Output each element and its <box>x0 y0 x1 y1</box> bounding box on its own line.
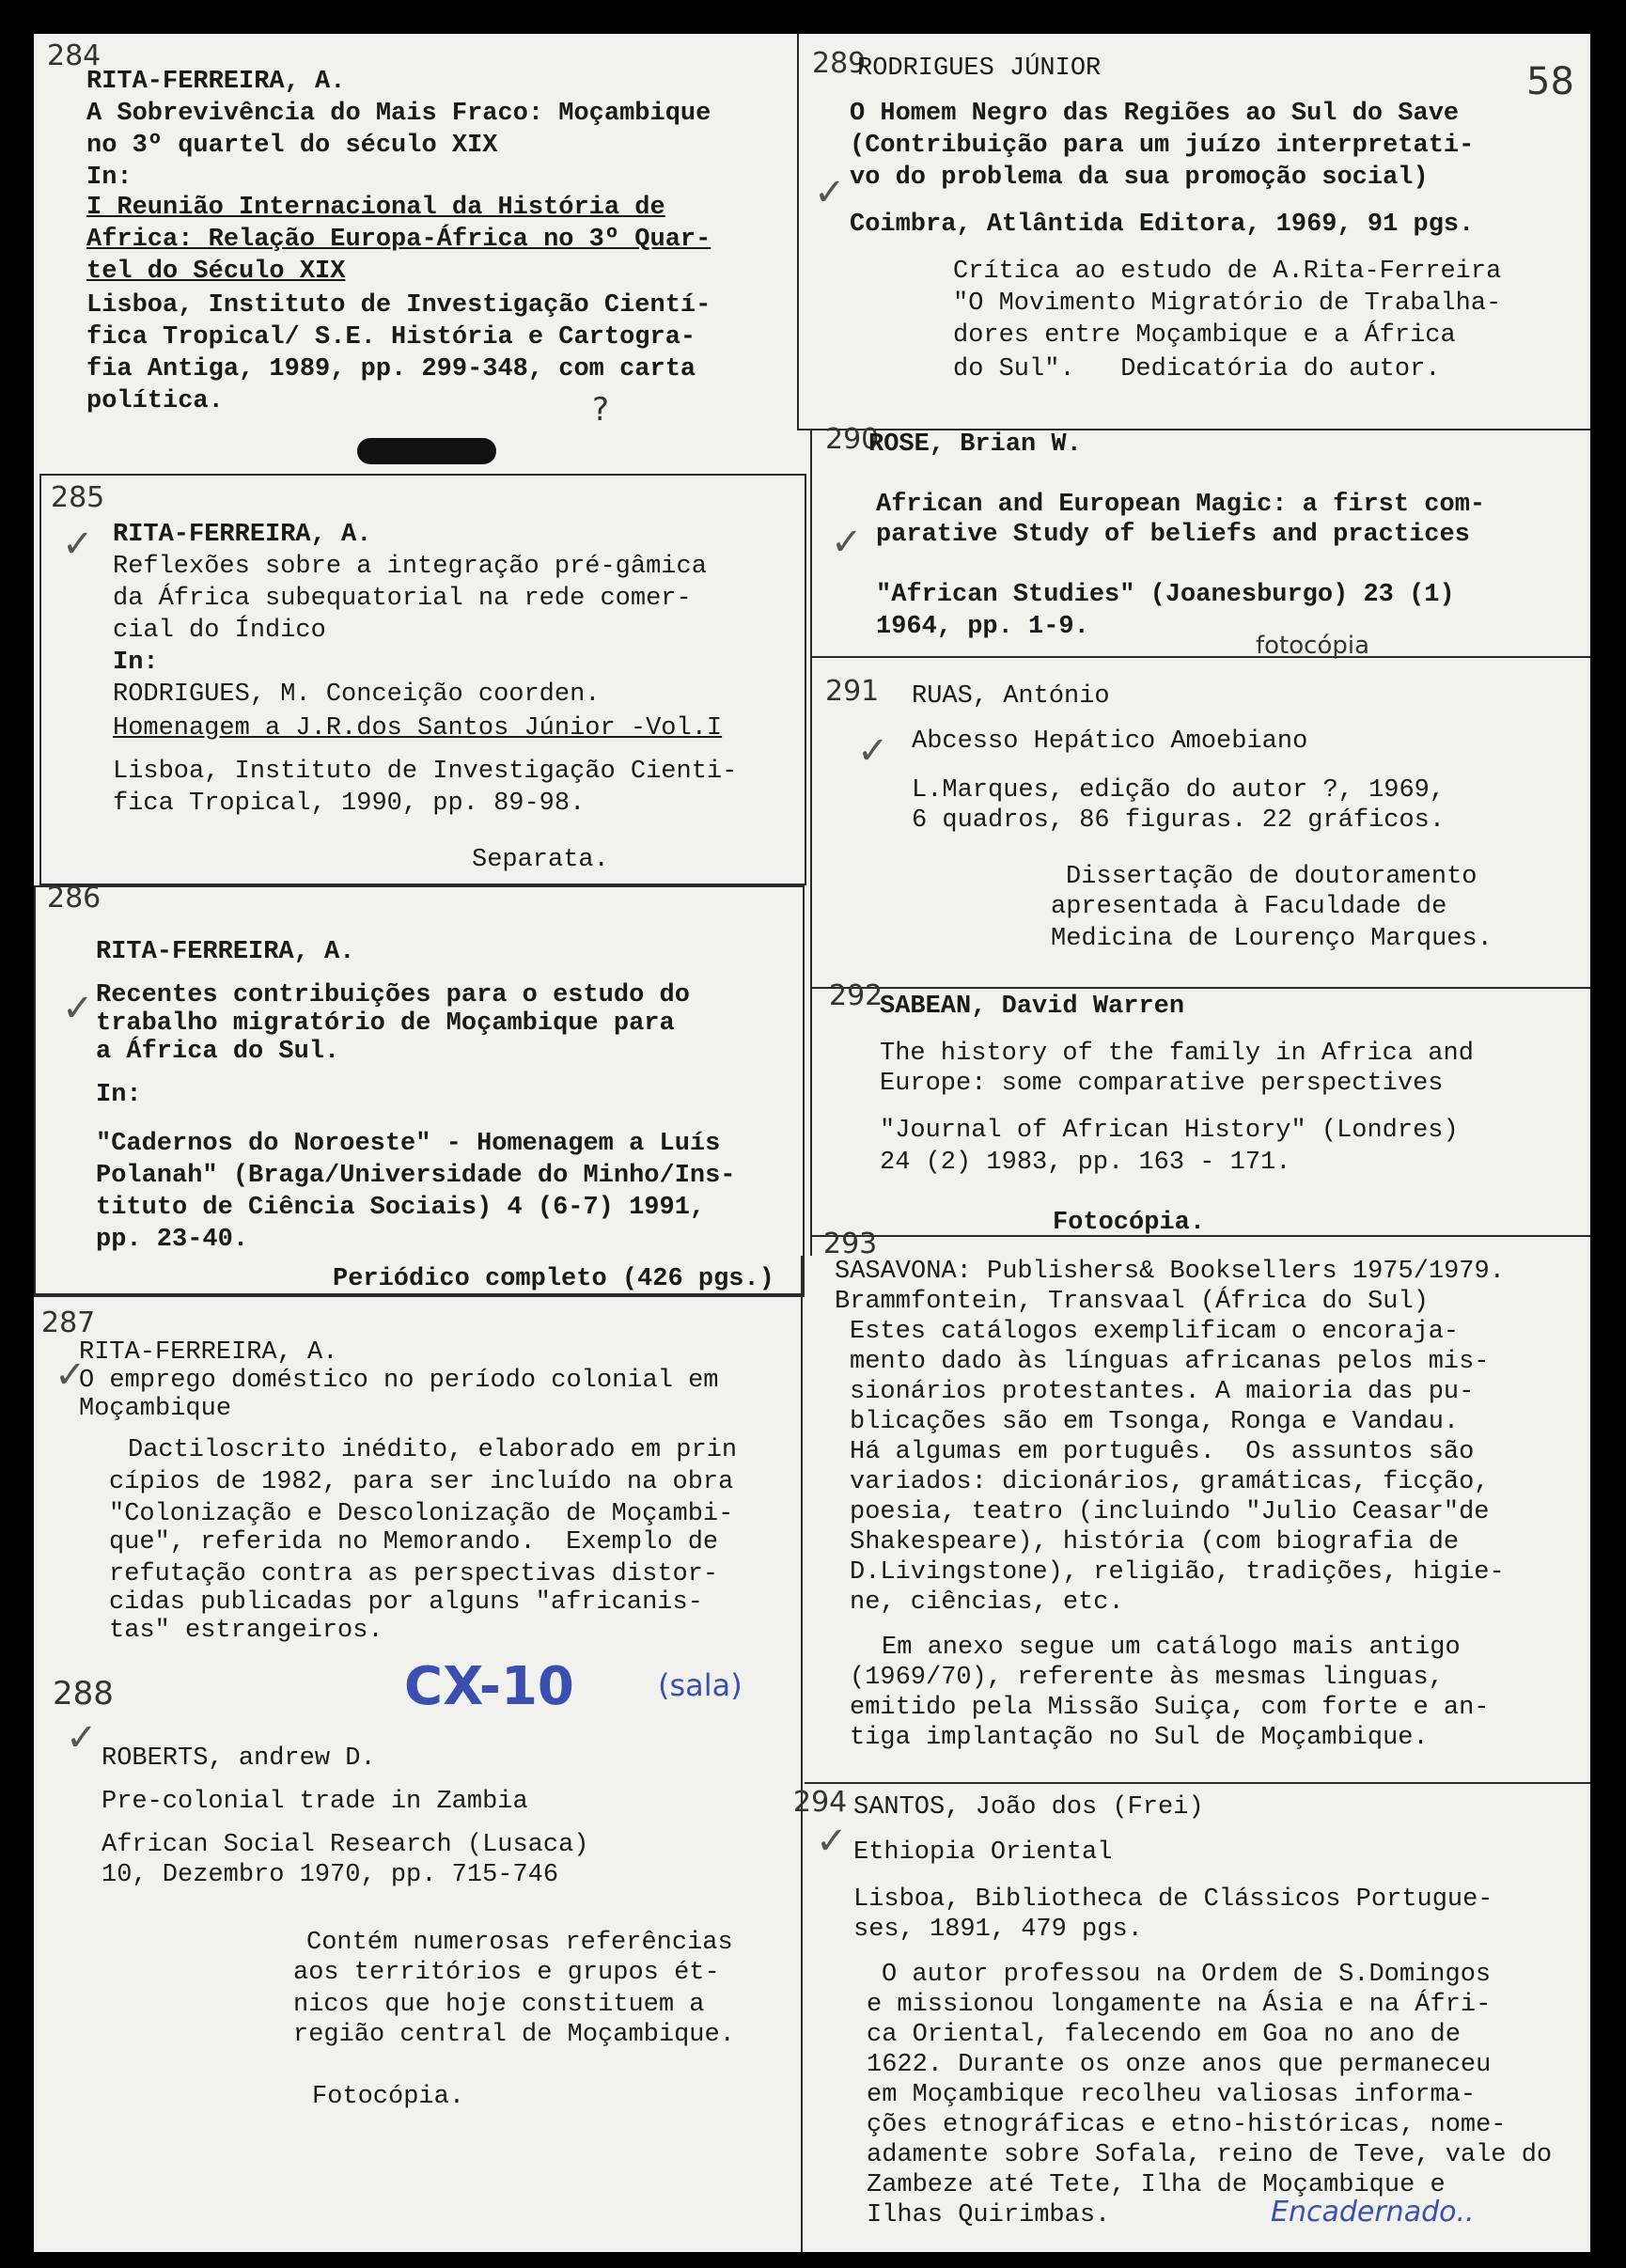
entry-imprint: fica Tropical/ S.E. História e Cartogra- <box>86 323 696 352</box>
entry-body: Crítica ao estudo de A.Rita-Ferreira <box>953 258 1502 286</box>
checkmark-icon: ✓ <box>62 523 94 566</box>
catalog-sheet <box>34 34 1590 2252</box>
entry-body: cidas publicadas por alguns "africanis- <box>109 1588 703 1617</box>
entry-note: Periódico completo (426 pgs.) <box>333 1265 774 1293</box>
entry-title: Recentes contribuições para o estudo do <box>96 981 690 1009</box>
entry-body: dores entre Moçambique e a África <box>953 321 1456 350</box>
entry-source: 1964, pp. 1-9. <box>876 613 1089 641</box>
entry-body: tas" estrangeiros. <box>109 1617 383 1645</box>
entry-title: Abcesso Hepático Amoebiano <box>912 727 1308 756</box>
entry-author: SASAVONA: Publishers& Booksellers 1975/1979. <box>835 1258 1505 1286</box>
divider <box>810 987 1590 989</box>
entry-author: RUAS, António <box>912 682 1110 711</box>
entry-title: Pre-colonial trade in Zambia <box>102 1788 528 1816</box>
entry-source: Polanah" (Braga/Universidade do Minho/Ins- <box>96 1162 736 1190</box>
entry-imprint: fica Tropical, 1990, pp. 89-98. <box>113 790 586 818</box>
entry-source: "Journal of African History" (Londres) <box>880 1117 1459 1145</box>
entry-author: ROSE, Brian W. <box>868 430 1082 459</box>
entry-note: Encadernado.. <box>1271 2196 1475 2229</box>
entry-body: do Sul". Dedicatória do autor. <box>953 355 1441 383</box>
entry-note: Fotocópia. <box>1053 1209 1206 1237</box>
entry-body: Medicina de Lourenço Marques. <box>1051 925 1493 953</box>
entry-number: 292 <box>829 979 883 1012</box>
entry-number: 284 <box>47 39 102 72</box>
divider <box>810 656 1590 658</box>
entry-imprint: L.Marques, edição do autor ?, 1969, <box>912 776 1446 805</box>
entry-body: emitido pela Missão Suiça, com forte e an- <box>850 1694 1490 1722</box>
entry-author: RITA-FERREIRA, A. <box>79 1338 338 1367</box>
checkmark-icon: ✓ <box>66 1716 98 1760</box>
entry-body: Em anexo segue um catálogo mais antigo <box>882 1634 1461 1662</box>
entry-body: "Colonização e Descolonização de Moçambi- <box>109 1500 734 1528</box>
checkmark-icon: ✓ <box>857 729 889 773</box>
entry-number: 288 <box>53 1675 114 1713</box>
entry-body: Shakespeare), história (com biografia de <box>850 1528 1460 1556</box>
checkmark-icon: ✓ <box>62 987 94 1030</box>
entry-body: mento dado às línguas africanas pelos mis- <box>850 1348 1490 1376</box>
entry-title: parative Study of beliefs and practices <box>876 521 1470 549</box>
entry-number: 289 <box>812 47 867 80</box>
entry-editor: RODRIGUES, M. Conceição coorden. <box>113 680 601 709</box>
entry-number: 294 <box>793 1786 848 1819</box>
entry-author: ROBERTS, andrew D. <box>102 1744 376 1773</box>
divider <box>34 1295 805 1297</box>
entry-in: In: <box>113 649 159 677</box>
entry-body: sionários protestantes. A maioria das pu- <box>850 1378 1475 1406</box>
entry-source: "Cadernos do Noroeste" - Homenagem a Luís <box>96 1130 721 1158</box>
entry-body: apresentada à Faculdade de <box>1051 893 1447 921</box>
entry-body: "O Movimento Migratório de Trabalha- <box>953 289 1502 318</box>
pencil-mark: ? <box>592 391 610 429</box>
divider <box>810 429 812 1256</box>
entry-body: Dactiloscrito inédito, elaborado em prin <box>128 1436 738 1464</box>
entry-imprint: Coimbra, Atlântida Editora, 1969, 91 pgs. <box>850 211 1475 239</box>
entry-body: Estes catálogos exemplificam o encoraja- <box>850 1318 1460 1346</box>
entry-number: 291 <box>825 675 880 708</box>
entry-body: tiga implantação no Sul de Moçambique. <box>850 1724 1429 1752</box>
entry-note: fotocópia <box>1256 632 1370 660</box>
entry-body: Contém numerosas referências <box>306 1929 733 1957</box>
entry-source: tel do Século XIX <box>86 258 346 286</box>
entry-body: Há algumas em português. Os assuntos são <box>850 1438 1475 1466</box>
shelf-mark: CX-10 <box>404 1656 574 1717</box>
entry-body: nicos que hoje constituem a <box>293 1991 705 2019</box>
entry-author: RITA-FERREIRA, A. <box>113 521 372 549</box>
entry-body: Dissertação de doutoramento <box>1066 863 1477 891</box>
entry-body: refutação contra as perspectivas distor- <box>109 1560 719 1588</box>
entry-body: D.Livingstone), religião, tradições, higie- <box>850 1558 1505 1587</box>
entry-author: RODRIGUES JÚNIOR <box>857 55 1102 83</box>
entry-title: cial do Índico <box>113 617 326 645</box>
entry-body: cípios de 1982, para ser incluído na obra <box>109 1468 734 1496</box>
entry-imprint: 6 quadros, 86 figuras. 22 gráficos. <box>912 806 1446 835</box>
entry-body: poesia, teatro (incluindo "Julio Ceasar"de <box>850 1498 1490 1526</box>
entry-title: (Contribuição para um juízo interpretati- <box>850 132 1475 160</box>
entry-in: In: <box>86 164 133 192</box>
entry-body: variados: dicionários, gramáticas, ficção, <box>850 1468 1490 1496</box>
entry-title: a África do Sul. <box>96 1038 340 1066</box>
entry-title: no 3º quartel do século XIX <box>86 132 498 160</box>
entry-imprint: Lisboa, Instituto de Investigação Cienti- <box>113 758 738 786</box>
entry-title: African and European Magic: a first com- <box>876 491 1486 519</box>
entry-title: Europe: some comparative perspectives <box>880 1070 1444 1098</box>
entry-body: Zambeze até Tete, Ilha de Moçambique e <box>867 2171 1446 2199</box>
entry-number: 285 <box>51 481 105 514</box>
entry-note: Fotocópia. <box>312 2083 465 2111</box>
entry-body: adamente sobre Sofala, reino de Teve, vale do <box>867 2141 1553 2169</box>
divider <box>797 34 799 429</box>
entry-body: ne, ciências, etc. <box>850 1588 1124 1617</box>
entry-author: SANTOS, João dos (Frei) <box>853 1793 1204 1822</box>
checkmark-icon: ✓ <box>831 521 863 564</box>
entry-body: aos territórios e grupos ét- <box>293 1959 720 1987</box>
entry-title: Moçambique <box>79 1395 232 1423</box>
entry-number: 290 <box>825 423 880 456</box>
entry-title: da África subequatorial na rede comer- <box>113 585 692 613</box>
entry-body: que", referida no Memorando. Exemplo de <box>109 1528 719 1556</box>
checkmark-icon: ✓ <box>814 171 846 214</box>
entry-author: RITA-FERREIRA, A. <box>86 68 346 96</box>
entry-in: In: <box>96 1081 142 1109</box>
entry-body: em Moçambique recolheu valiosas informa- <box>867 2081 1477 2109</box>
checkmark-icon: ✓ <box>816 1820 848 1863</box>
entry-title: The history of the family in Africa and <box>880 1040 1474 1068</box>
checkmark-icon: ✓ <box>55 1353 86 1397</box>
entry-number: 287 <box>41 1306 96 1339</box>
entry-title: Ethiopia Oriental <box>853 1838 1113 1867</box>
entry-imprint: ses, 1891, 479 pgs. <box>853 1916 1143 1944</box>
entry-source: 24 (2) 1983, pp. 163 - 171. <box>880 1149 1291 1177</box>
entry-body: e missionou longamente na Ásia e na Áfri- <box>867 1991 1492 2019</box>
entry-title: trabalho migratório de Moçambique para <box>96 1009 675 1038</box>
entry-body: região central de Moçambique. <box>293 2021 735 2049</box>
entry-title: O emprego doméstico no período colonial em <box>79 1367 719 1395</box>
entry-body: blicações são em Tsonga, Ronga e Vandau. <box>850 1408 1460 1436</box>
entry-source: tituto de Ciência Sociais) 4 (6-7) 1991, <box>96 1194 706 1222</box>
entry-number: 293 <box>823 1228 878 1260</box>
entry-imprint: 10, Dezembro 1970, pp. 715-746 <box>102 1861 559 1889</box>
entry-imprint: Lisboa, Instituto de Investigação Cientí- <box>86 291 711 320</box>
entry-body: (1969/70), referente às mesmas linguas, <box>850 1664 1444 1692</box>
entry-title: O Homem Negro das Regiões ao Sul do Save <box>850 100 1460 128</box>
entry-author: RITA-FERREIRA, A. <box>96 938 355 966</box>
entry-body: ções etnográficas e etno-históricas, nome- <box>867 2111 1507 2139</box>
entry-body: O autor professou na Ordem de S.Domingos <box>882 1961 1492 1989</box>
entry-source: "African Studies" (Joanesburgo) 23 (1) <box>876 581 1455 609</box>
entry-imprint: fia Antiga, 1989, pp. 299-348, com carta <box>86 355 696 383</box>
entry-imprint: Brammfontein, Transvaal (África do Sul) <box>835 1288 1429 1316</box>
entry-note: Separata. <box>472 846 609 874</box>
entry-body: ca Oriental, falecendo em Goa no ano de <box>867 2021 1461 2049</box>
entry-imprint: African Social Research (Lusaca) <box>102 1831 589 1859</box>
entry-source: Homenagem a J.R.dos Santos Júnior -Vol.I <box>113 714 723 743</box>
shelf-note: (sala) <box>658 1667 743 1703</box>
entry-source: Africa: Relação Europa-África no 3º Quar- <box>86 226 711 254</box>
entry-number: 286 <box>47 882 102 915</box>
entry-imprint: Lisboa, Bibliotheca de Clássicos Portugue- <box>853 1885 1493 1914</box>
entry-author: SABEAN, David Warren <box>880 993 1185 1021</box>
redaction-bar <box>357 438 496 464</box>
entry-imprint: política. <box>86 387 224 415</box>
divider <box>801 1256 803 2252</box>
entry-source: I Reunião Internacional da História de <box>86 194 665 222</box>
divider <box>805 1782 1590 1784</box>
entry-body: Ilhas Quirimbas. <box>867 2201 1111 2229</box>
entry-title: Reflexões sobre a integração pré-gâmica <box>113 553 707 581</box>
entry-source: pp. 23-40. <box>96 1226 249 1254</box>
page-number: 58 <box>1526 60 1574 103</box>
entry-title: vo do problema da sua promoção social) <box>850 164 1429 192</box>
entry-title: A Sobrevivência do Mais Fraco: Moçambique <box>86 100 711 128</box>
entry-body: 1622. Durante os onze anos que permaneceu <box>867 2051 1492 2079</box>
